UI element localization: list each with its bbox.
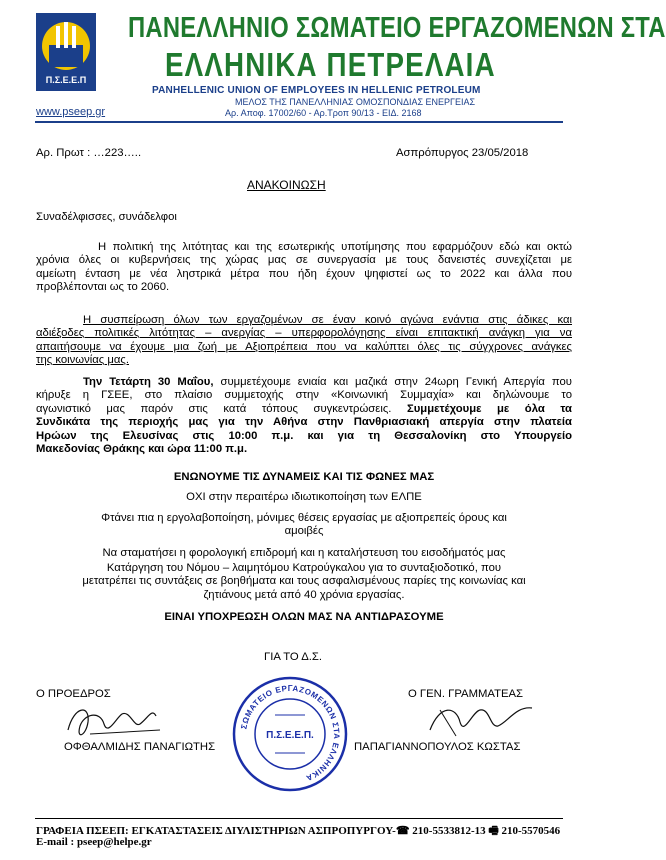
registration-info: Αρ. Αποφ. 17002/60 - Αρ.Τροπ 90/13 - ΕΙΔ. 2168 — [225, 108, 422, 118]
demand-privatization: ΟΧΙ στην περαιτέρω ιδιωτικοποίηση των ΕΛΠΕ — [186, 491, 422, 503]
stamp-center-text: Π.Σ.Ε.Ε.Π. — [266, 730, 314, 741]
demand-pensions: Κατάργηση του Νόμου – λαιμητόμου Κατρούγκαλου για το συνταξιοδοτικό, που μετατρέπει τις συντάξεις σε βοηθήματα και τους ασφαλισμένους παρίες της κοινωνίας και ζητιάνους μετά από 40 χρόνια εργασίας. — [82, 562, 526, 601]
place-date: Ασπρόπυργος 23/05/2018 — [396, 147, 529, 159]
email-contact[interactable]: E-mail : pseep@helpe.gr — [36, 836, 152, 848]
strike-date: Την Τετάρτη 30 Μαΐου, — [83, 376, 214, 388]
stamp-ring-text: ΣΩΜΑΤΕΙΟ ΕΡΓΑΖΟΜΕΝΩΝ ΣΤΑ ΕΛΛΗΝΙΚΑ — [239, 683, 342, 783]
greeting: Συναδέλφισσες, συνάδελφοι — [36, 211, 177, 223]
closing-call: ΕΙΝΑΙ ΥΠΟΧΡΕΩΣΗ ΟΛΩΝ ΜΑΣ ΝΑ ΑΝΤΙΔΡΑΣΟΥΜΕ — [164, 611, 444, 623]
secretary-name: ΠΑΠΑΓΙΑΝΝΟΠΟΥΛΟΣ ΚΩΣΤΑΣ — [354, 741, 521, 753]
for-the-board: ΓΙΑ ΤΟ Δ.Σ. — [264, 651, 323, 663]
slogan: ΕΝΩΝΟΥΜΕ ΤΙΣ ΔΥΝΑΜΕΙΣ ΚΑΙ ΤΙΣ ΦΩΝΕΣ ΜΑΣ — [173, 471, 435, 483]
demand-jobs: Φτάνει πια η εργολαβοποίηση, μόνιμες θέσεις εργασίας με αξιοπρεπείς όρους και αμοιβές — [101, 512, 507, 538]
union-logo — [35, 12, 97, 92]
website-link[interactable]: www.pseep.gr — [36, 106, 106, 118]
paragraph-strike: Την Τετάρτη 30 Μαΐου, συμμετέχουμε ενιαία και μαζικά στην 24ωρη Γενική Απεργία που κήρυξε η ΓΣΕΕ, στο πλαίσιο συμμετοχής στην «Κοινωνική Συμμαχία» και δηλώνουμε το αγωνιστικό μας παρόν στις κατά τόπους συγκεντρώσεις. Συμμετέχουμε με όλα τα Συνδικάτα της περιοχής μας για την Αθήνα στην Πανθριασιακή απεργία στην πλατεία Ηρώων της Ελευσίνας στις 10:00 π.μ. και για τη Θεσσαλονίκη στο Υπουργείο Μακεδονίας Θράκης και ώρα 11:00 π.μ. — [36, 376, 572, 456]
union-title-line1: ΠΑΝΕΛΛΗΝΙΟ ΣΩΜΑΤΕΙΟ ΕΡΓΑΖΟΜΕΝΩΝ ΣΤΑ — [128, 12, 666, 44]
document-title: ΑΝΑΚΟΙΝΩΣΗ — [247, 178, 326, 192]
union-stamp — [230, 675, 350, 793]
president-name: ΟΦΘΑΛΜΙΔΗΣ ΠΑΝΑΓΙΩΤΗΣ — [64, 741, 216, 753]
office-contact: ΓΡΑΦΕΙΑ ΠΣΕΕΠ: ΕΓΚΑΤΑΣΤΑΣΕΙΣ ΔΙΥΛΙΣΤΗΡΙΩΝ ΑΣΠΡΟΠΥΡΓΟΥ-☎ 210-5533812-13 🖷 210-5570546 — [36, 825, 561, 837]
paragraph-austerity: Η πολιτική της λιτότητας και της εσωτερικής υποτίμησης που εφαρμόζουν εδώ και οκτώ χρόνια όλες οι κυβερνήσεις της χώρας μας σε συνεργασία με τους δανειστές συνεχίζεται με αμείωτη ένταση με νέα ληστρικά μέτρα που ήδη έχουν ψηφιστεί ως το 2022 και άλλα που προβλέπονται ως το 2060. — [36, 241, 572, 294]
union-english-name: PANHELLENIC UNION OF EMPLOYEES IN HELLENIC PETROLEUM — [152, 85, 481, 96]
header-divider — [35, 121, 563, 123]
paragraph-solidarity: Η συσπείρωση όλων των εργαζομένων σε έναν κοινό αγώνα ενάντια στις άδικες και αδιέξοδες πολιτικές λιτότητας – ανεργίας – υπερφορολόγησης είναι επιτακτική ανάγκη για να απαιτήσουμε να έχουμε μια ζωή με Αξιοπρέπεια που να καλύπτει όλες τις σύγχρονες ανάγκες της κοινωνίας μας. — [36, 314, 572, 367]
secretary-signature — [420, 696, 540, 744]
demand-taxes: Να σταματήσει η φορολογική επιδρομή και η καταλήστευση του εισοδήματός μας — [102, 547, 506, 559]
logo-text: Π.Σ.Ε.Ε.Π — [45, 75, 87, 85]
union-title-line2: ΕΛΛΗΝΙΚΑ ΠΕΤΡΕΛΑΙΑ — [165, 46, 496, 83]
secretary-title: Ο ΓΕΝ. ΓΡΑΜΜΑΤΕΑΣ — [408, 688, 524, 700]
president-title: Ο ΠΡΟΕΔΡΟΣ — [36, 688, 111, 700]
federation-membership: ΜΕΛΟΣ ΤΗΣ ΠΑΝΕΛΛΗΝΙΑΣ ΟΜΟΣΠΟΝΔΙΑΣ ΕΝΕΡΓΕΙΑΣ — [235, 97, 476, 107]
footer-divider — [35, 818, 563, 819]
protocol-number: Αρ. Πρωτ : …223….. — [36, 147, 142, 159]
